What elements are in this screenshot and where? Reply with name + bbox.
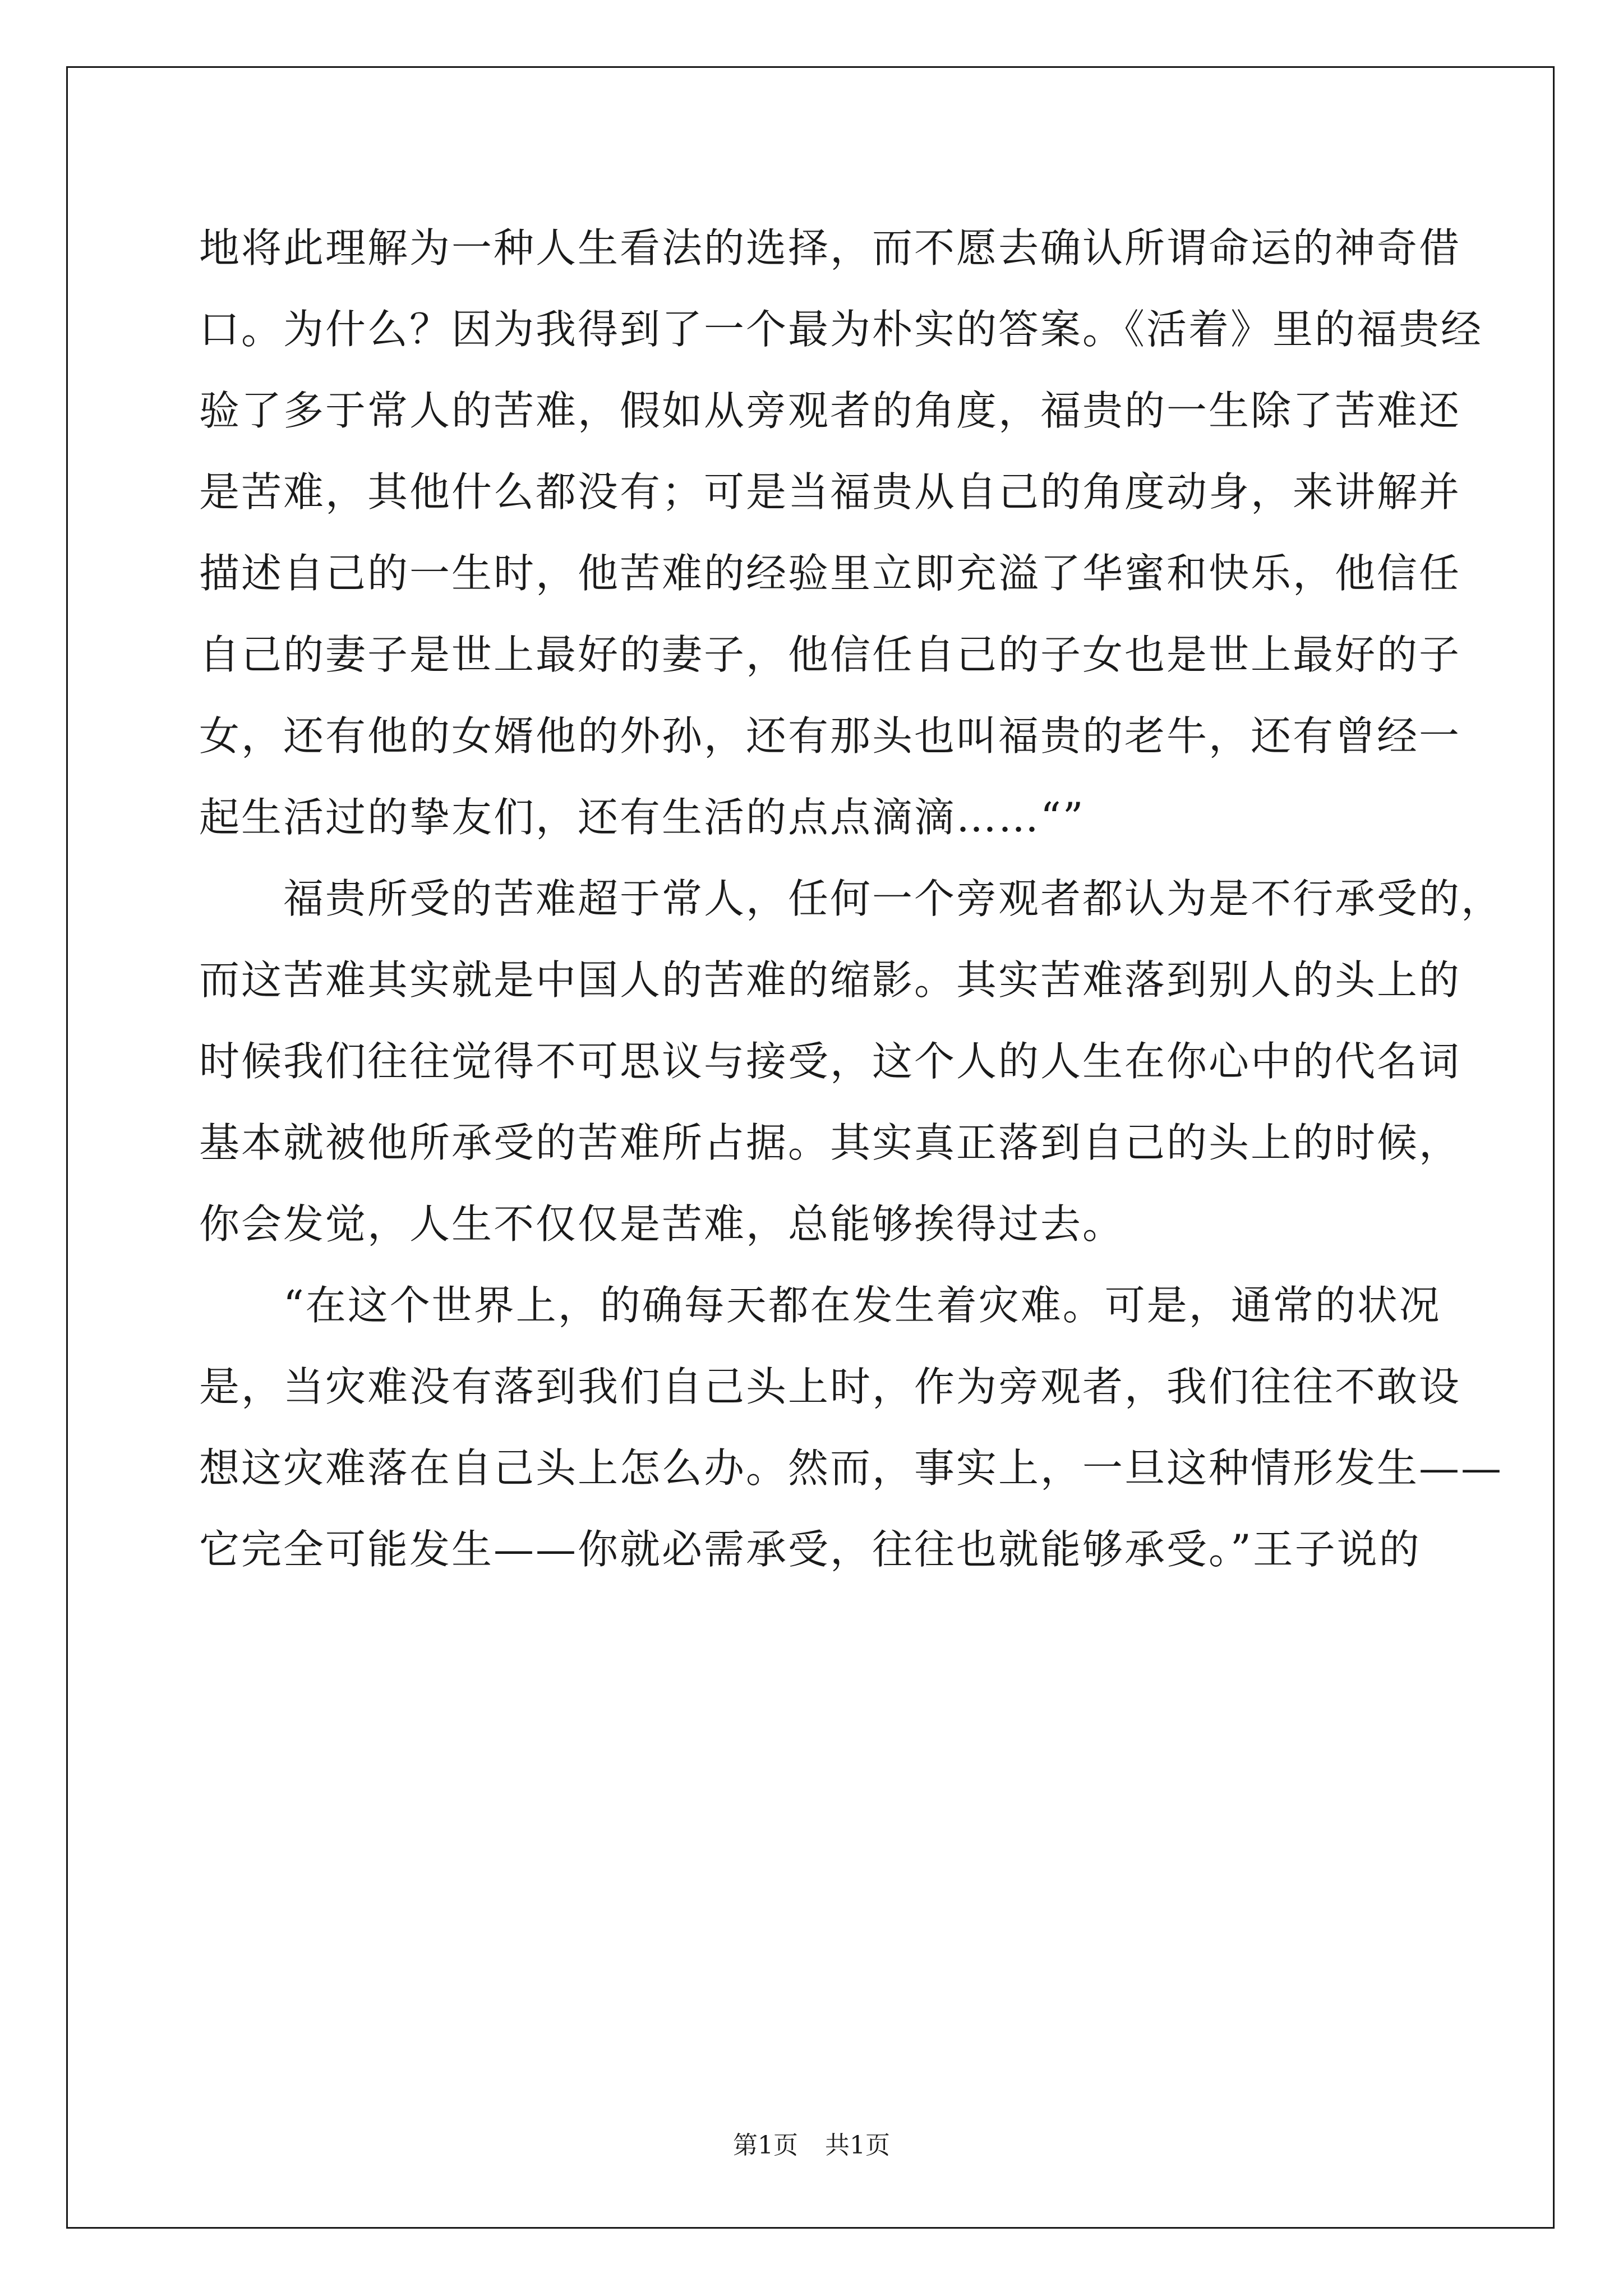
text-line: 时候我们往往觉得不可思议与接受，这个人的人生在你心中的代名词 — [199, 1038, 1461, 1085]
text-line: 女，还有他的女婿他的外孙，还有那头也叫福贵的老牛，还有曾经一 — [199, 712, 1461, 760]
text-line: 地将此理解为一种人生看法的选择，而不愿去确认所谓命运的神奇借 — [199, 224, 1461, 272]
text-line: 自己的妻子是世上最好的妻子，他信任自己的子女也是世上最好的子 — [199, 631, 1461, 678]
text-line: 描述自己的一生时，他苦难的经验里立即充溢了华蜜和快乐，他信任 — [199, 550, 1461, 597]
document-body — [199, 208, 1504, 1590]
text-line: 想这灾难落在自己头上怎么办。然而，事实上，一旦这种情形发生—— — [199, 1444, 1504, 1492]
page-number: 第1页 — [733, 2131, 798, 2160]
text-line: 口。为什么？因为我得到了一个最为朴实的答案。《活着》里的福贵经 — [199, 306, 1483, 353]
text-line: 福贵所受的苦难超于常人，任何一个旁观者都认为是不行承受的， — [199, 875, 1504, 922]
text-line: 你会发觉，人生不仅仅是苦难，总能够挨得过去。 — [199, 1200, 1125, 1248]
text-line: 起生活过的挚友们，还有生活的点点滴滴……“” — [199, 794, 1085, 841]
text-line: 而这苦难其实就是中国人的苦难的缩影。其实苦难落到别人的头上的 — [199, 956, 1461, 1004]
page-footer — [0, 2129, 1623, 2162]
text-line: “在这个世界上，的确每天都在发生着灾难。可是，通常的状况 — [199, 1282, 1441, 1329]
text-line: 是，当灾难没有落到我们自己头上时，作为旁观者，我们往往不敢设 — [199, 1363, 1461, 1410]
text-line: 验了多于常人的苦难，假如从旁观者的角度，福贵的一生除了苦难还 — [199, 387, 1461, 434]
text-line: 它完全可能发生——你就必需承受，往往也就能够承受。”王子说的 — [199, 1526, 1421, 1573]
page-total: 共1页 — [825, 2131, 890, 2160]
text-line: 是苦难，其他什么都没有；可是当福贵从自己的角度动身，来讲解并 — [199, 468, 1461, 516]
text-line: 基本就被他所承受的苦难所占据。其实真正落到自己的头上的时候， — [199, 1119, 1461, 1166]
